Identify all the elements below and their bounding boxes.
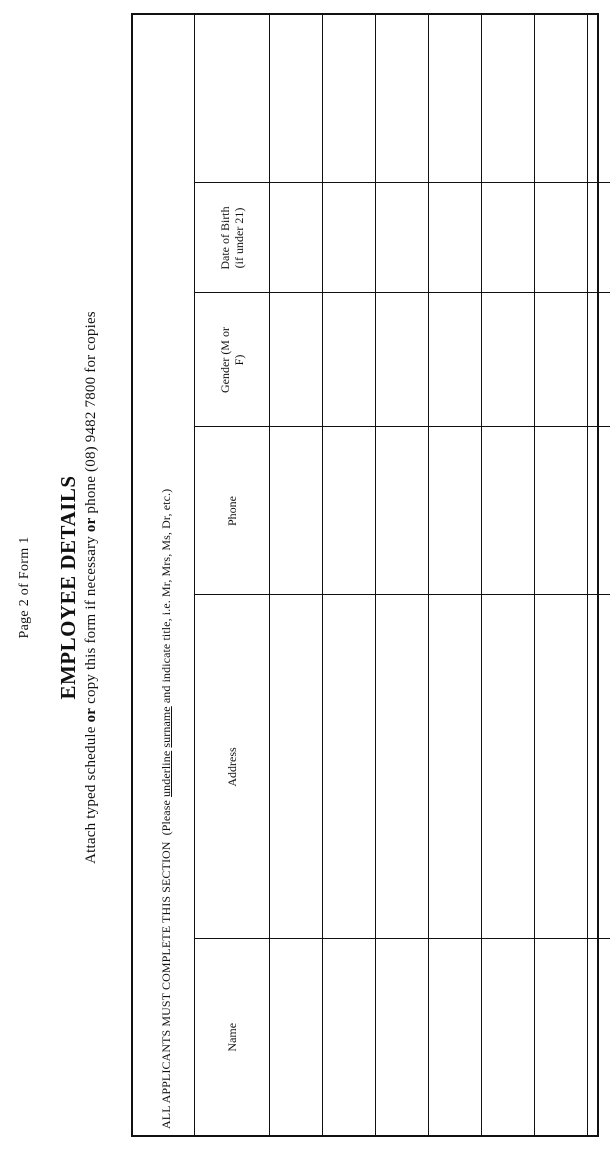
address-cell[interactable]: [270, 595, 323, 939]
address-cell[interactable]: [376, 595, 429, 939]
extra-cell[interactable]: [376, 15, 429, 183]
column-header-phone: [195, 427, 270, 595]
hint-rest: and indicate title, i.e. Mr, Mrs, Ms, Dr, etc.): [159, 488, 173, 704]
table-row: [323, 15, 376, 1135]
dob-cell[interactable]: [429, 183, 482, 293]
mandatory-notice: ALL APPLICANTS MUST COMPLETE THIS SECTION: [159, 841, 173, 1129]
dob-cell[interactable]: [323, 183, 376, 293]
form-title: EMPLOYEE DETAILS: [56, 475, 80, 700]
employee-details-box: [131, 13, 599, 1137]
gender-cell[interactable]: [376, 293, 429, 427]
instruction-or: or: [83, 707, 99, 723]
instruction-part: copy this form if necessary: [83, 536, 99, 704]
phone-cell[interactable]: [323, 427, 376, 595]
address-cell[interactable]: [588, 595, 610, 939]
phone-cell[interactable]: [270, 427, 323, 595]
column-label: Name: [225, 1022, 239, 1052]
table-row: [482, 15, 535, 1135]
extra-cell[interactable]: [323, 15, 376, 183]
name-cell[interactable]: [482, 939, 535, 1135]
extra-cell[interactable]: [429, 15, 482, 183]
gender-cell[interactable]: [535, 293, 588, 427]
dob-cell[interactable]: [535, 183, 588, 293]
name-cell[interactable]: [270, 939, 323, 1135]
name-cell[interactable]: [535, 939, 588, 1135]
name-cell[interactable]: [323, 939, 376, 1135]
phone-cell[interactable]: [588, 427, 610, 595]
hint-underline: underline: [159, 750, 173, 797]
column-label: Gender (M or F): [218, 327, 246, 393]
dob-cell[interactable]: [270, 183, 323, 293]
address-cell[interactable]: [429, 595, 482, 939]
employee-details-table: [194, 15, 610, 1135]
table-row: [270, 15, 323, 1135]
section-notice: [159, 489, 174, 1129]
phone-cell[interactable]: [535, 427, 588, 595]
column-header-address: [195, 595, 270, 939]
dob-cell[interactable]: [376, 183, 429, 293]
name-cell[interactable]: [588, 939, 610, 1135]
extra-cell[interactable]: [270, 15, 323, 183]
extra-cell[interactable]: [588, 15, 610, 183]
gender-cell[interactable]: [270, 293, 323, 427]
address-cell[interactable]: [323, 595, 376, 939]
hint-open: (Please: [159, 800, 173, 836]
page-number-label: Page 2 of Form 1: [17, 536, 32, 639]
column-header-name: [195, 939, 270, 1135]
copy-instruction: [83, 0, 100, 1175]
column-header-gender: [195, 293, 270, 427]
extra-cell[interactable]: [482, 15, 535, 183]
gender-cell[interactable]: [588, 293, 610, 427]
dob-cell[interactable]: [588, 183, 610, 293]
table-row: [429, 15, 482, 1135]
table-body: [270, 15, 610, 1135]
gender-cell[interactable]: [429, 293, 482, 427]
phone-cell[interactable]: [482, 427, 535, 595]
title-hint: [159, 489, 173, 836]
column-header-extra: [195, 15, 270, 183]
hint-surname: surname: [159, 706, 173, 748]
phone-cell[interactable]: [429, 427, 482, 595]
address-cell[interactable]: [482, 595, 535, 939]
instruction-or: or: [83, 517, 99, 533]
gender-cell[interactable]: [482, 293, 535, 427]
column-label: Address: [225, 747, 239, 787]
table-row: [588, 15, 610, 1135]
instruction-part: Attach typed schedule: [83, 726, 99, 864]
dob-cell[interactable]: [482, 183, 535, 293]
name-cell[interactable]: [429, 939, 482, 1135]
address-cell[interactable]: [535, 595, 588, 939]
column-label: Date of Birth (if under 21): [218, 206, 246, 270]
extra-cell[interactable]: [535, 15, 588, 183]
column-label: Phone: [225, 496, 239, 526]
name-cell[interactable]: [376, 939, 429, 1135]
gender-cell[interactable]: [323, 293, 376, 427]
table-row: [535, 15, 588, 1135]
column-header-dob: [195, 183, 270, 293]
table-header-row: [195, 15, 270, 1135]
phone-cell[interactable]: [376, 427, 429, 595]
instruction-part: phone (08) 9482 7800 for copies: [83, 311, 99, 514]
table-row: [376, 15, 429, 1135]
